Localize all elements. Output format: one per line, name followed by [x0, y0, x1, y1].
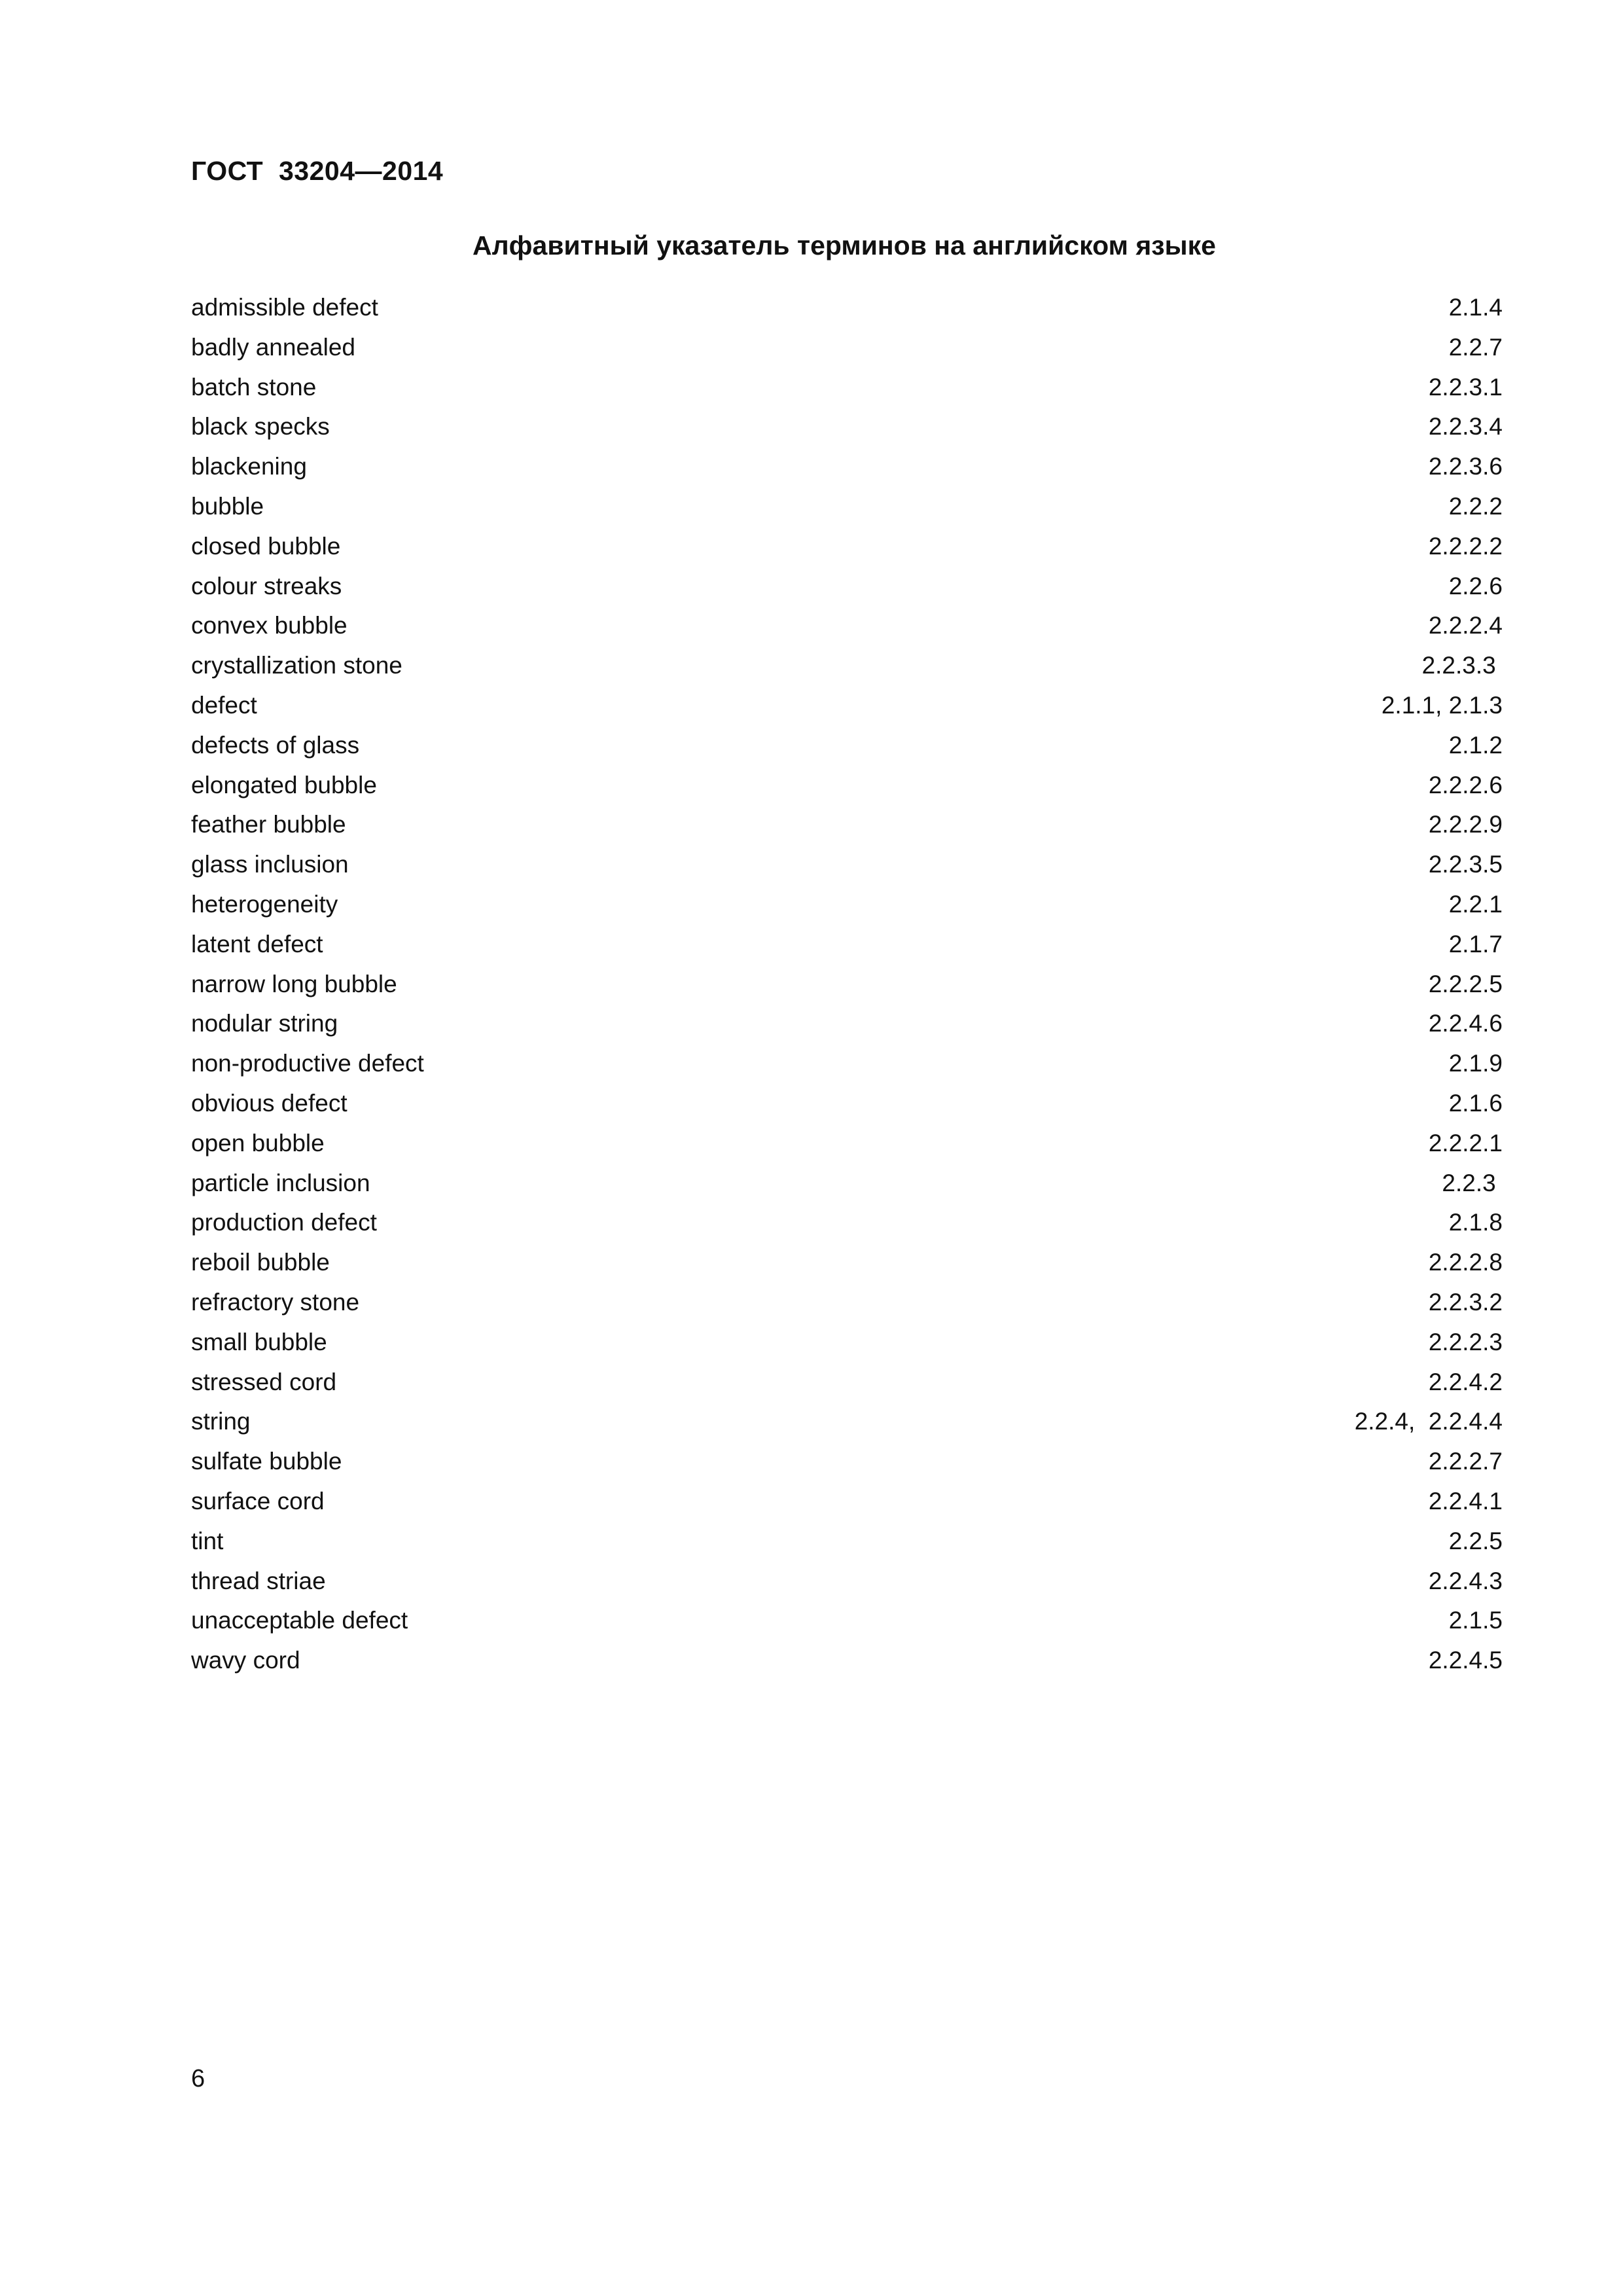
index-entry	[191, 891, 1503, 931]
index-term: closed bubble	[191, 532, 341, 560]
index-term: obvious defect	[191, 1089, 348, 1117]
index-entry	[191, 1011, 1503, 1050]
index-reference: 2.2.3.4	[1428, 413, 1503, 440]
index-term: defect	[191, 691, 257, 719]
index-term: feather bubble	[191, 811, 346, 838]
index-entry	[191, 653, 1503, 692]
index-reference: 2.2.2.3	[1428, 1328, 1503, 1355]
index-term: crystallization stone	[191, 652, 402, 679]
index-reference: 2.1.5	[1448, 1607, 1503, 1634]
index-term: reboil bubble	[191, 1249, 330, 1276]
index-entry	[191, 772, 1503, 812]
index-entry	[191, 295, 1503, 334]
index-term: blackening	[191, 453, 307, 480]
index-entry	[191, 414, 1503, 454]
index-entry	[191, 493, 1503, 533]
page-number: 6	[191, 2065, 205, 2092]
index-reference: 2.2.2.9	[1428, 811, 1503, 838]
index-entry	[191, 732, 1503, 772]
index-entry	[191, 1090, 1503, 1130]
index-reference: 2.2.2.8	[1428, 1249, 1503, 1276]
index-reference: 2.2.4, 2.2.4.4	[1354, 1408, 1503, 1435]
index-entry	[191, 1448, 1503, 1488]
index-reference: 2.2.3.6	[1428, 453, 1503, 480]
index-term: small bubble	[191, 1328, 327, 1355]
index-entry	[191, 692, 1503, 732]
index-reference: 2.2.2.7	[1428, 1448, 1503, 1475]
term-index-list	[191, 295, 1503, 1687]
index-reference: 2.2.3.5	[1428, 851, 1503, 878]
index-reference: 2.2.3.2	[1428, 1288, 1503, 1316]
index-entry	[191, 931, 1503, 971]
index-reference: 2.2.3.1	[1428, 373, 1503, 401]
index-entry	[191, 533, 1503, 573]
index-term: convex bubble	[191, 612, 348, 639]
index-reference: 2.1.1, 2.1.3	[1381, 691, 1503, 719]
index-reference: 2.2.3	[1442, 1169, 1503, 1196]
index-term: open bubble	[191, 1129, 325, 1157]
index-term: black specks	[191, 413, 330, 440]
index-term: elongated bubble	[191, 771, 377, 798]
index-entry	[191, 1607, 1503, 1647]
index-entry	[191, 1130, 1503, 1170]
index-entry	[191, 613, 1503, 653]
index-term: stressed cord	[191, 1368, 337, 1395]
index-term: badly annealed	[191, 333, 355, 361]
index-entry	[191, 454, 1503, 493]
index-entry	[191, 1568, 1503, 1608]
index-reference: 2.2.2.6	[1428, 771, 1503, 798]
index-reference: 2.2.2.2	[1428, 532, 1503, 560]
index-term: string	[191, 1408, 251, 1435]
index-reference: 2.2.2.5	[1428, 970, 1503, 997]
index-entry	[191, 1528, 1503, 1568]
index-reference: 2.1.2	[1448, 731, 1503, 759]
index-term: narrow long bubble	[191, 970, 397, 997]
index-entry	[191, 374, 1503, 414]
index-term: sulfate bubble	[191, 1448, 342, 1475]
index-reference: 2.2.7	[1448, 333, 1503, 361]
index-reference: 2.2.6	[1448, 572, 1503, 600]
index-term: wavy cord	[191, 1647, 300, 1674]
index-term: non-productive defect	[191, 1050, 424, 1077]
index-reference: 2.2.3.3	[1421, 652, 1503, 679]
index-reference: 2.1.9	[1448, 1050, 1503, 1077]
index-reference: 2.2.4.2	[1428, 1368, 1503, 1395]
index-title: Алфавитный указатель терминов на английском языке	[473, 230, 1216, 260]
index-term: nodular string	[191, 1010, 338, 1037]
index-entry	[191, 573, 1503, 613]
index-entry	[191, 1170, 1503, 1210]
index-term: latent defect	[191, 930, 323, 958]
index-term: thread striae	[191, 1567, 326, 1594]
index-entry	[191, 1369, 1503, 1409]
index-reference: 2.2.2.1	[1428, 1129, 1503, 1157]
index-entry	[191, 812, 1503, 852]
index-entry	[191, 852, 1503, 891]
index-reference: 2.1.8	[1448, 1209, 1503, 1236]
index-reference: 2.2.2.4	[1428, 612, 1503, 639]
index-term: colour streaks	[191, 572, 342, 600]
index-reference: 2.2.1	[1448, 890, 1503, 918]
index-term: surface cord	[191, 1487, 325, 1515]
index-reference: 2.1.4	[1448, 294, 1503, 321]
index-reference: 2.2.4.5	[1428, 1647, 1503, 1674]
index-term: refractory stone	[191, 1288, 360, 1316]
index-entry	[191, 1249, 1503, 1289]
index-entry	[191, 971, 1503, 1011]
index-term: heterogeneity	[191, 890, 338, 918]
index-term: tint	[191, 1527, 224, 1554]
index-reference: 2.2.2	[1448, 492, 1503, 520]
index-reference: 2.2.4.1	[1428, 1487, 1503, 1515]
index-entry	[191, 1289, 1503, 1329]
index-entry	[191, 1210, 1503, 1249]
index-reference: 2.2.4.6	[1428, 1010, 1503, 1037]
index-term: production defect	[191, 1209, 377, 1236]
index-entry	[191, 1050, 1503, 1090]
index-term: defects of glass	[191, 731, 360, 759]
index-term: unacceptable defect	[191, 1607, 408, 1634]
index-reference: 2.2.5	[1448, 1527, 1503, 1554]
index-entry	[191, 1408, 1503, 1448]
index-reference: 2.2.4.3	[1428, 1567, 1503, 1594]
index-term: particle inclusion	[191, 1169, 370, 1196]
index-entry	[191, 334, 1503, 374]
index-term: bubble	[191, 492, 264, 520]
index-reference: 2.1.7	[1448, 930, 1503, 958]
index-entry	[191, 1488, 1503, 1528]
index-term: admissible defect	[191, 294, 378, 321]
index-reference: 2.1.6	[1448, 1089, 1503, 1117]
index-entry	[191, 1329, 1503, 1369]
index-term: batch stone	[191, 373, 317, 401]
index-term: glass inclusion	[191, 851, 349, 878]
document-header: ГОСТ 33204—2014	[191, 156, 444, 186]
index-entry	[191, 1647, 1503, 1687]
